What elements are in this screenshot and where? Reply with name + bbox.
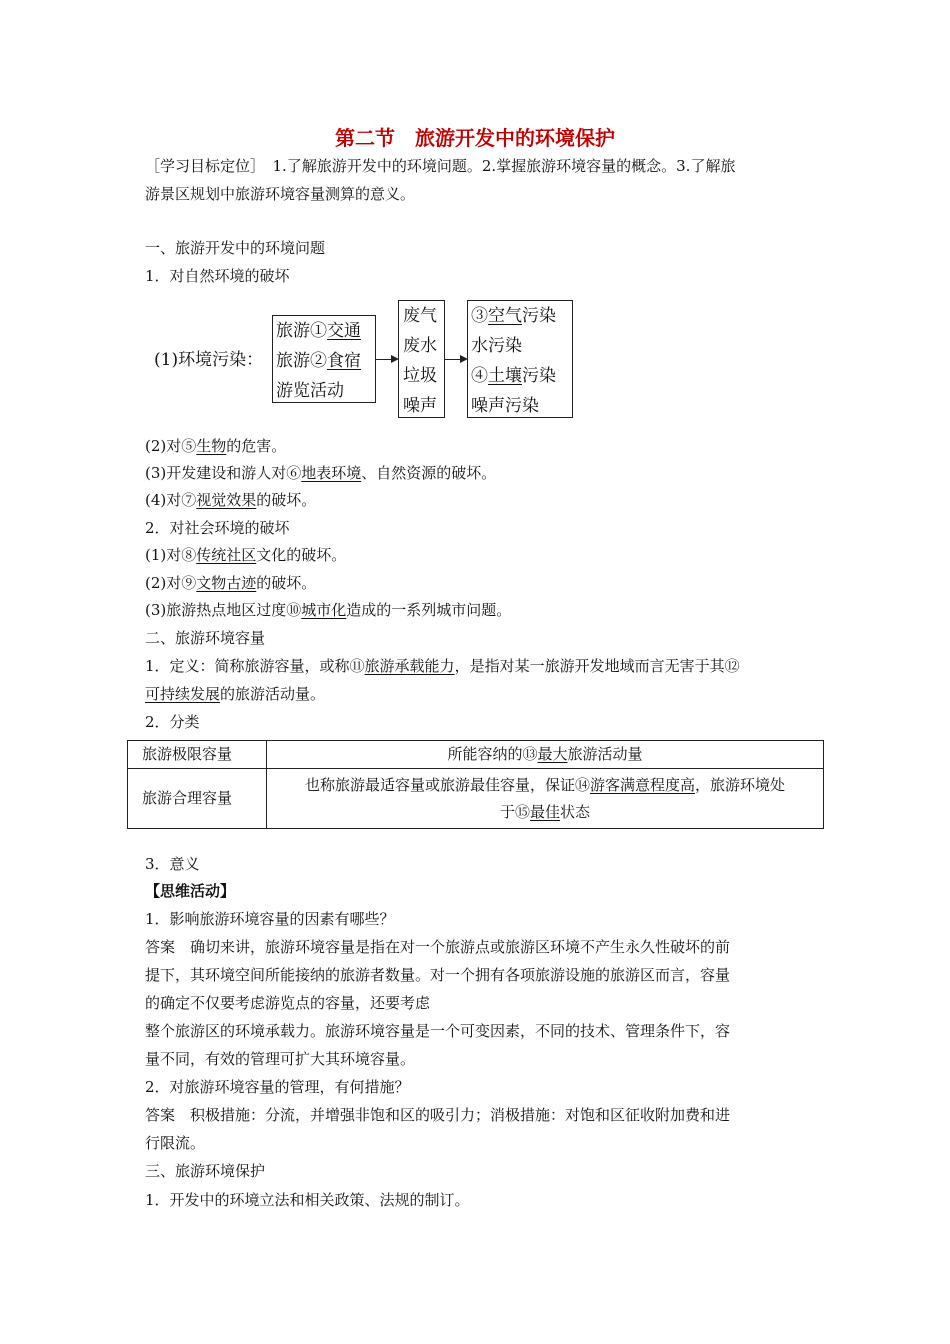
answer-1-line: 答案 确切来讲，旅游环境容量是指在对一个旅游点或旅游区环境不产生永久性破坏的前 [145,938,731,956]
diagram-label: (1)环境污染： [154,350,264,370]
waste-item: 废水 [403,336,437,356]
source-item: 旅游②食宿 [276,351,361,371]
learning-goals-line-2: 游景区规划中旅游环境容量测算的意义。 [145,185,416,203]
page-title: 第二节 旅游开发中的环境保护 [335,126,615,150]
answer-blank: 传统社区 [196,546,257,564]
classification-heading: 2．分类 [145,713,200,731]
arrow-right-icon [445,359,466,360]
pollution-results-box [467,300,573,418]
list-item: (4)对⑦视觉效果的破坏。 [145,491,317,509]
capacity-table [127,740,824,829]
table-row [128,741,824,769]
table-cell: 旅游合理容量 [128,769,267,829]
meaning-heading: 3．意义 [145,855,200,873]
waste-item: 垃圾 [403,366,437,386]
list-item: (1)对⑧传统社区文化的破坏。 [145,546,347,564]
answer-blank: 城市化 [301,601,347,619]
waste-item: 噪声 [403,396,437,416]
answer-blank: 文物古迹 [196,574,257,592]
pollution-sources-box [272,315,376,403]
answer-2-line: 行限流。 [145,1134,206,1152]
table-row [128,769,824,829]
answer-1-line: 的确定不仅要考虑游览点的容量，还要考虑 [145,994,431,1012]
subsection-2-heading: 2．对社会环境的破坏 [145,519,290,537]
source-item: 游览活动 [276,381,344,401]
answer-blank: 可持续发展 [145,685,221,703]
section-3-heading: 三、旅游环境保护 [145,1162,266,1180]
waste-types-box [398,300,445,418]
answer-blank: 食宿 [327,351,361,371]
answer-1-line: 量不同，有效的管理可扩大其环境容量。 [145,1050,416,1068]
answer-1-line: 整个旅游区的环境承载力。旅游环境容量是一个可变因素，不同的技术、管理条件下，容 [145,1022,731,1040]
answer-blank: 空气 [488,306,522,326]
source-item: 旅游①交通 [276,321,361,341]
result-item: 水污染 [471,336,522,356]
section-2-heading: 二、旅游环境容量 [145,629,266,647]
section-1-heading: 一、旅游开发中的环境问题 [145,239,326,257]
list-item: 1．开发中的环境立法和相关政策、法规的制订。 [145,1191,470,1209]
question-1: 1．影响旅游环境容量的因素有哪些？ [145,910,395,928]
list-item: (3)开发建设和游人对⑥地表环境、自然资源的破坏。 [145,464,497,482]
answer-blank: 旅游承载能力 [364,657,455,675]
answer-blank: 游客满意程度高 [589,775,695,794]
waste-item: 废气 [403,306,437,326]
answer-blank: 土壤 [488,366,522,386]
definition-line-1: 1．定义：简称旅游容量，或称⑪旅游承载能力，是指对某一旅游开发地域而言无害于其⑫ [145,657,740,675]
answer-blank: 视觉效果 [196,491,257,509]
definition-line-2: 可持续发展的旅游活动量。 [145,685,326,703]
answer-blank: 生物 [196,437,227,455]
table-cell: 旅游极限容量 [128,741,267,769]
subsection-1-heading: 1．对自然环境的破坏 [145,267,290,285]
answer-blank: 地表环境 [301,464,362,482]
table-cell: 也称旅游最适容量或旅游最佳容量，保证⑭游客满意程度高，旅游环境处 于⑮最佳状态 [267,769,824,829]
answer-2-line: 答案 积极措施：分流，并增强非饱和区的吸引力；消极措施：对饱和区征收附加费和进 [145,1106,731,1124]
list-item: (2)对⑤生物的危害。 [145,437,287,455]
list-item: (3)旅游热点地区过度⑩城市化造成的一系列城市问题。 [145,601,512,619]
answer-1-line: 提下，其环境空间所能接纳的旅游者数量。对一个拥有各项旅游设施的旅游区而言，容量 [145,966,731,984]
result-item: 噪声污染 [471,396,539,416]
question-2: 2．对旅游环境容量的管理，有何措施？ [145,1078,410,1096]
answer-blank: 最佳 [529,802,560,821]
list-item: (2)对⑨文物古迹的破坏。 [145,574,317,592]
result-item: ④土壤污染 [471,366,556,386]
learning-goals-line-1: ［学习目标定位］ 1.了解旅游开发中的环境问题。2.掌握旅游环境容量的概念。3.了解旅 [145,157,736,175]
answer-blank: 最大 [537,745,568,763]
answer-blank: 交通 [327,321,361,341]
thinking-activity-heading: 【思维活动】 [145,882,236,900]
table-cell: 所能容纳的⑬最大旅游活动量 [267,741,824,769]
result-item: ③空气污染 [471,306,556,326]
arrow-right-icon [376,359,397,360]
